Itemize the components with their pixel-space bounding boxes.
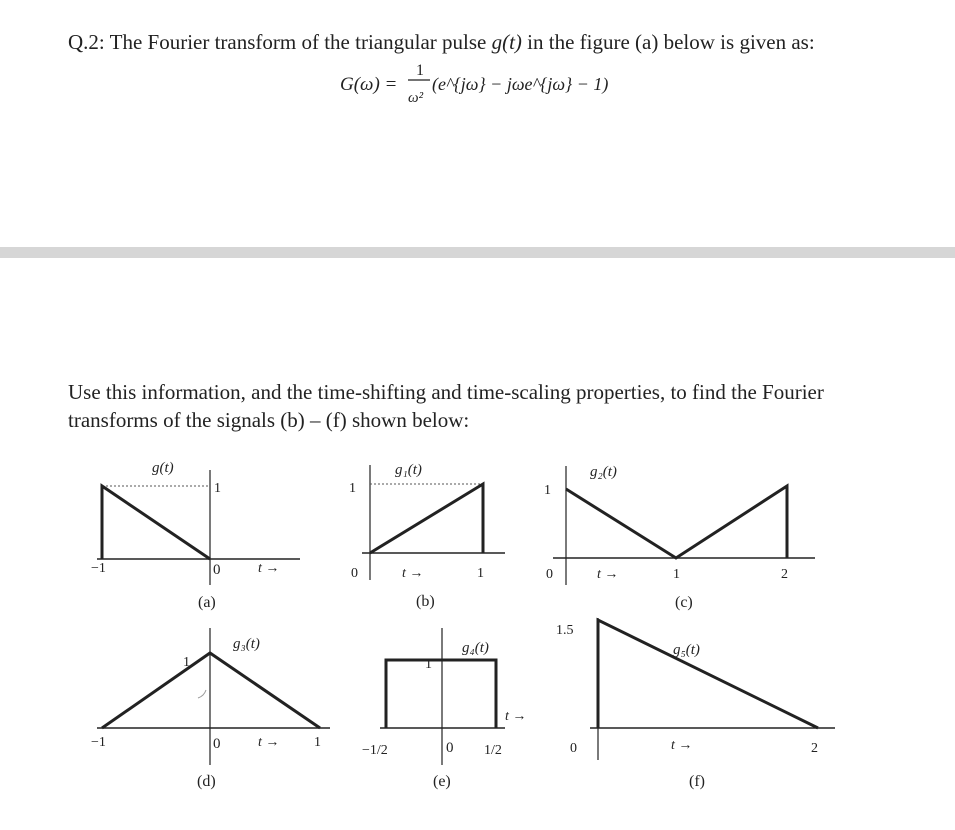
fig-b-tick-1-y: 1	[349, 481, 356, 496]
fig-c-tick-1-y: 1	[544, 483, 551, 498]
fig-d-tick-1-x: 1	[314, 735, 321, 750]
fig-e-tick-minus-half: −1/2	[362, 743, 388, 758]
fig-c-caption: (c)	[675, 594, 693, 611]
fig-d-tick-0: 0	[213, 736, 221, 752]
fig-e-tick-0: 0	[446, 740, 454, 756]
figure-e	[362, 628, 526, 790]
fig-a-tick-minus1: −1	[91, 561, 106, 576]
fig-d-axis: t →	[258, 735, 280, 750]
fig-a-label: g(t)	[152, 460, 174, 476]
fig-a-axis: t →	[258, 561, 280, 576]
figure-c	[544, 464, 815, 611]
fig-b-tick-0: 0	[351, 566, 358, 581]
fig-c-tick-1: 1	[673, 567, 680, 582]
fig-d-caption: (d)	[197, 773, 216, 790]
question-function: g(t)	[491, 30, 522, 54]
fig-a-tick-1: 1	[214, 481, 221, 496]
figure-a	[91, 460, 300, 611]
fig-b-axis: t →	[402, 566, 424, 581]
fig-b-label: g₁(t)	[395, 462, 422, 478]
fig-c-tick-2: 2	[781, 567, 788, 582]
question-suffix: in the figure (a) below is given as:	[521, 30, 815, 54]
fig-d-label: g₃(t)	[233, 636, 260, 652]
fig-c-axis: t →	[597, 567, 619, 582]
fig-f-tick-1.5: 1.5	[556, 623, 574, 638]
formula-numerator: 1	[416, 62, 424, 79]
fig-f-label: g₅(t)	[673, 642, 700, 658]
fig-b-caption: (b)	[416, 593, 435, 610]
instructions-line1: Use this information, and the time-shifting and time-scaling properties, to find the Fourier	[68, 380, 824, 404]
formula-denominator: ω²	[408, 90, 424, 106]
fig-a-tick-0: 0	[213, 562, 221, 578]
fig-e-tick-1-y: 1	[425, 657, 432, 672]
figure-b	[349, 462, 505, 610]
fig-f-caption: (f)	[689, 773, 705, 790]
fig-b-tick-1-x: 1	[477, 566, 484, 581]
fig-c-tick-0: 0	[546, 567, 553, 582]
figure-d	[91, 628, 330, 790]
fig-d-tick-minus1: −1	[91, 735, 106, 750]
formula-rhs: (e^{jω} − jωe^{jω} − 1)	[432, 74, 609, 94]
fig-e-axis: t →	[505, 709, 527, 724]
fig-d-tick-1-y: 1	[183, 655, 190, 670]
figure-f	[556, 618, 835, 790]
fig-e-tick-half: 1/2	[484, 743, 502, 758]
fig-c-label: g₂(t)	[590, 464, 617, 480]
instructions-line2: transforms of the signals (b) – (f) shown below:	[68, 408, 470, 432]
fig-f-tick-2: 2	[811, 741, 818, 756]
fig-f-axis: t →	[671, 738, 693, 753]
fig-e-caption: (e)	[433, 773, 451, 790]
fig-f-tick-0: 0	[570, 741, 577, 756]
fig-e-label: g₄(t)	[462, 640, 489, 656]
fig-a-caption: (a)	[198, 594, 216, 611]
formula-lhs: G(ω) =	[340, 74, 398, 95]
question-prefix: Q.2: The Fourier transform of the triangular pulse	[68, 30, 492, 54]
